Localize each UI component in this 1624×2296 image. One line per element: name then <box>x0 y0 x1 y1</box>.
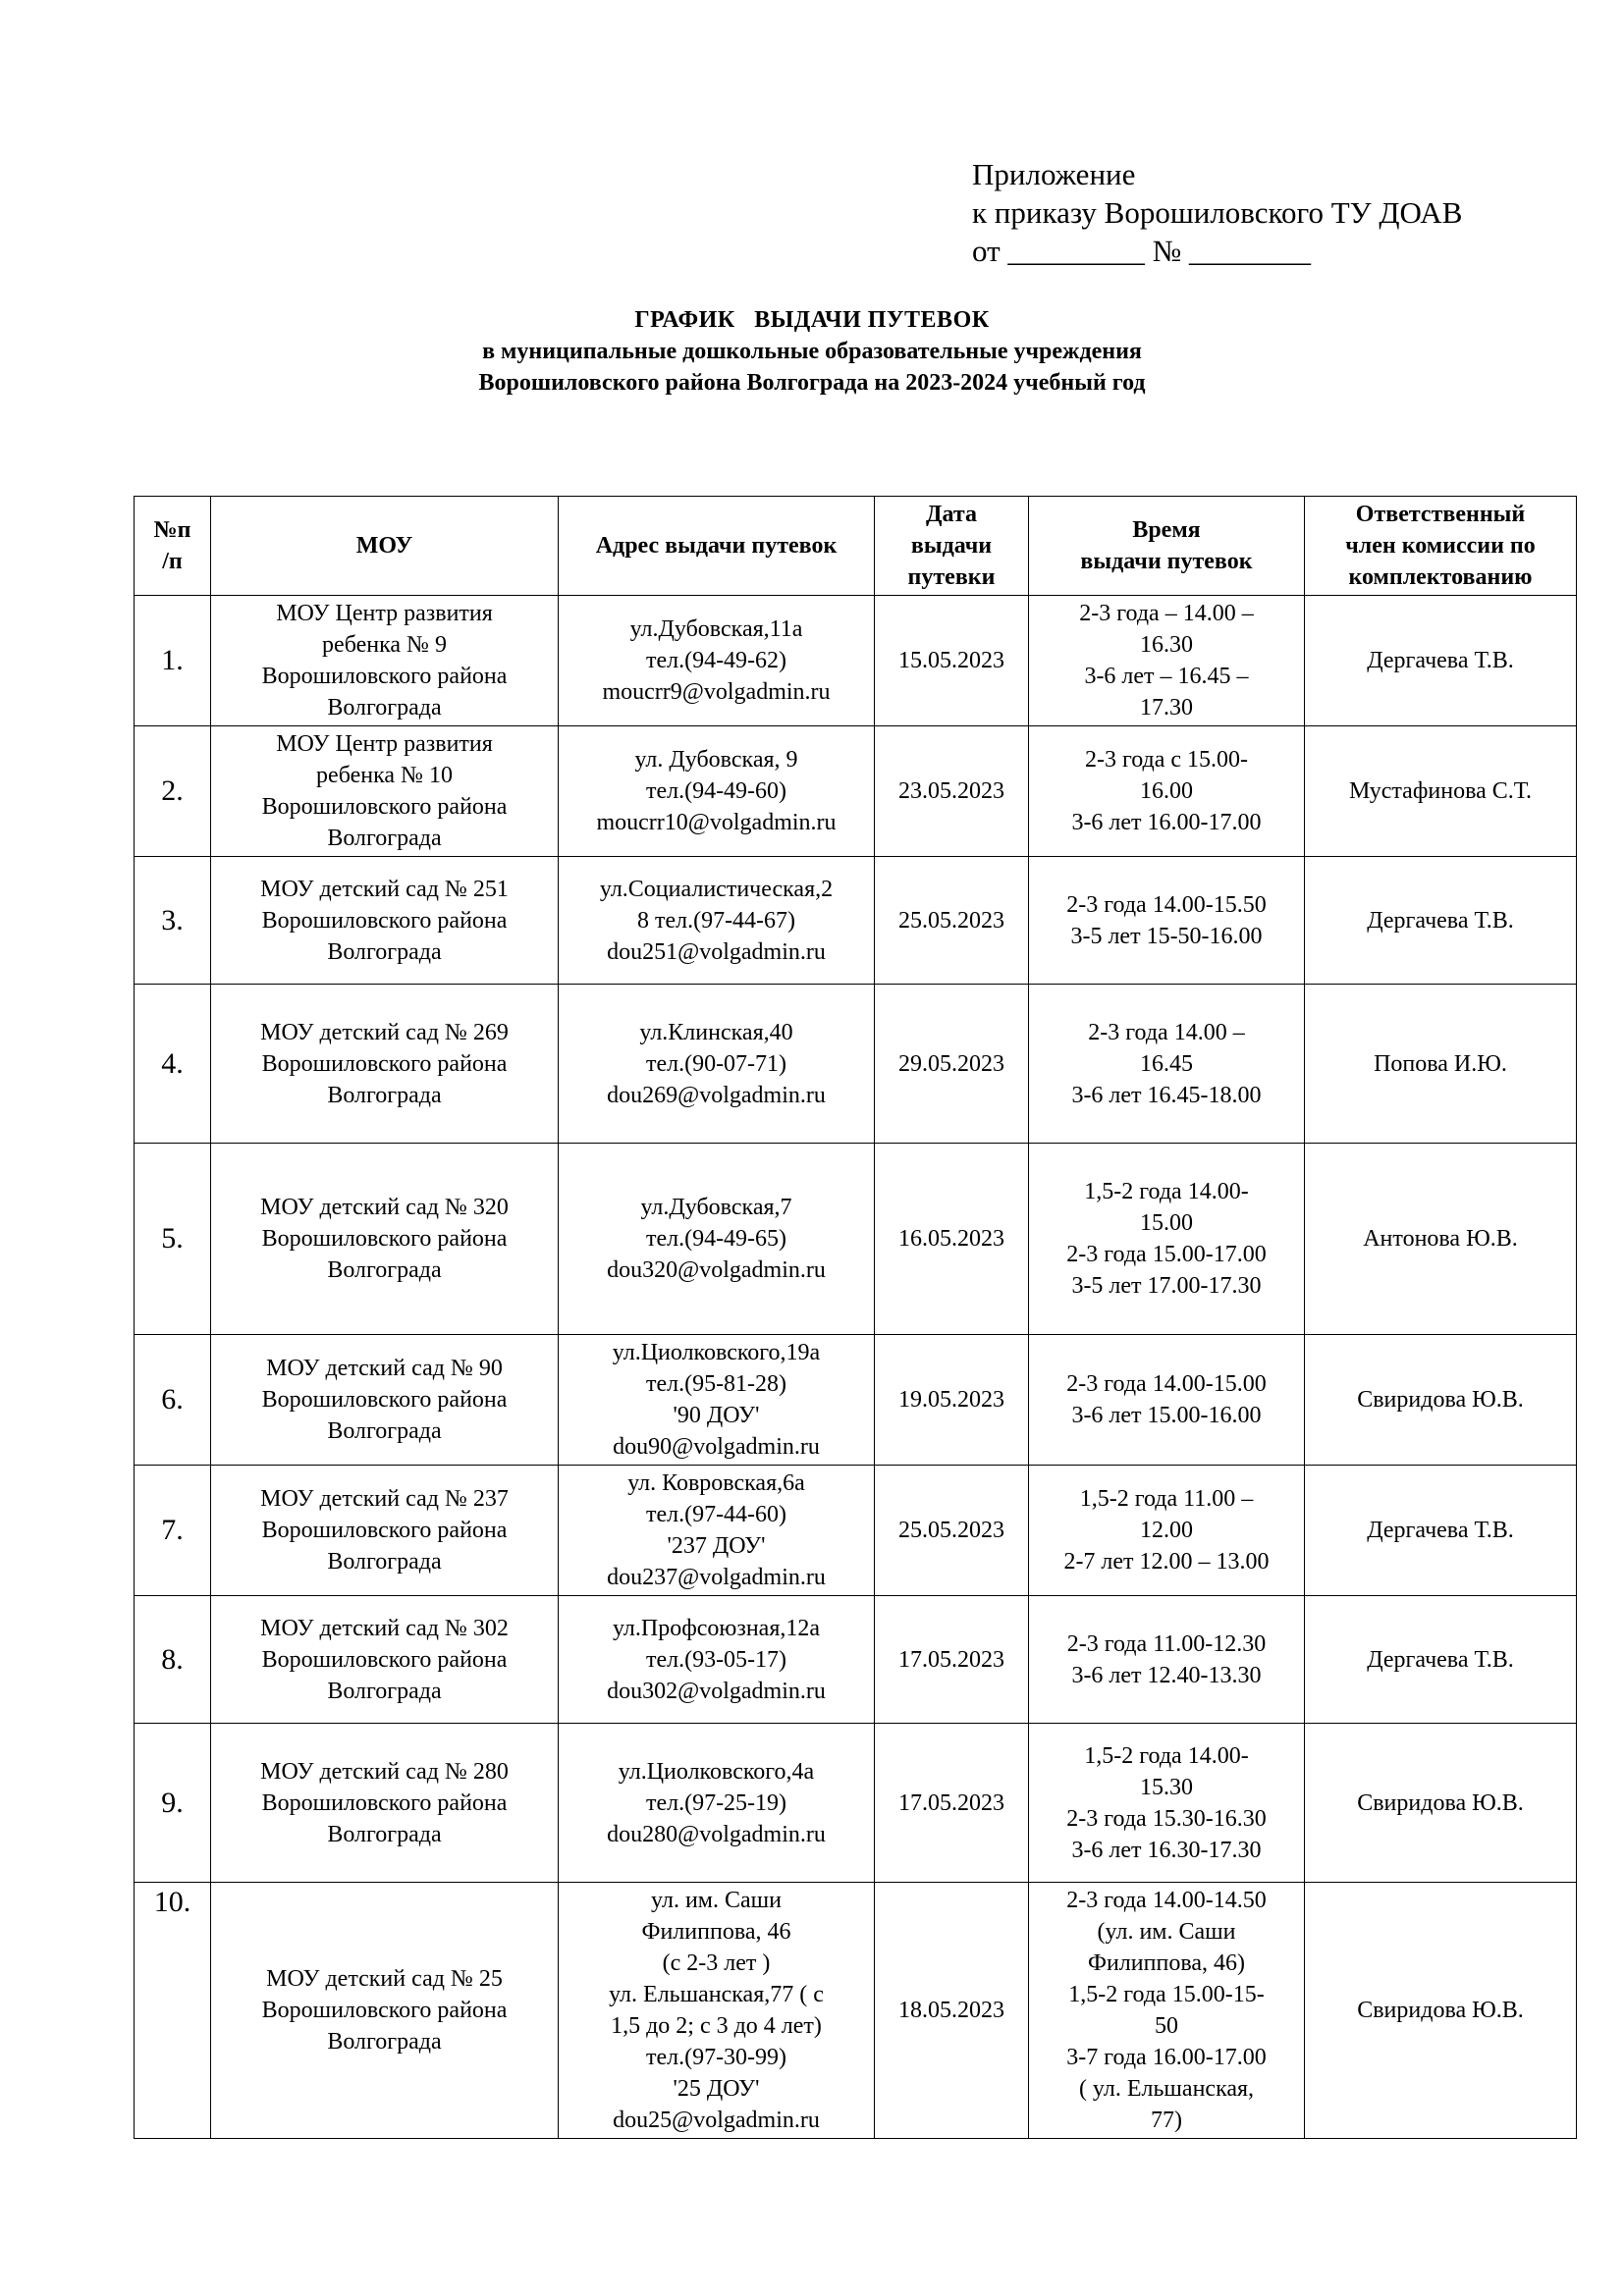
cell-time-line: 2-3 года 14.00-15.00 <box>1066 1371 1267 1397</box>
cell-address-line: '25 ДОУ' <box>673 2076 760 2102</box>
cell-responsible: Дергачева Т.В. <box>1305 857 1577 985</box>
appendix-date-number-line: от _________ № ________ <box>972 234 1311 268</box>
cell-address-line: тел.(97-30-99) <box>645 2045 787 2070</box>
cell-date: 17.05.2023 <box>875 1724 1029 1883</box>
cell-time-line: 2-3 года 15.00-17.00 <box>1066 1242 1267 1267</box>
cell-address-line: 8 тел.(97-44-67) <box>636 907 796 934</box>
cell-address-line: dou280@volgadmin.ru <box>607 1821 826 1847</box>
cell-responsible: Антонова Ю.В. <box>1305 1144 1577 1335</box>
cell-time <box>1029 726 1305 857</box>
cell-address-line: ул. им. Саши <box>651 1888 782 1913</box>
cell-time-line: (ул. им. Саши <box>1097 1919 1236 1945</box>
cell-mou-line: Волгограда <box>327 1678 442 1704</box>
cell-address-line: moucrr10@volgadmin.ru <box>596 810 837 835</box>
cell-time <box>1029 1335 1305 1466</box>
cell-address-line: '237 ДОУ' <box>667 1533 766 1559</box>
header-date-line: выдачи <box>910 533 993 559</box>
cell-time-line: ( ул. Ельшанская, <box>1078 2076 1255 2102</box>
cell-time-line: 3-6 лет – 16.45 – <box>1084 664 1249 689</box>
cell-responsible: Попова И.Ю. <box>1305 985 1577 1144</box>
cell-number: 4. <box>135 985 211 1144</box>
table-row <box>135 726 1577 857</box>
cell-time-line: Филиппова, 46) <box>1088 1950 1245 1976</box>
cell-mou-line: МОУ детский сад № 90 <box>266 1356 503 1381</box>
cell-mou-line: Ворошиловского района <box>261 1789 508 1816</box>
cell-mou-line: ребенка № 9 <box>322 632 447 658</box>
cell-responsible: Свиридова Ю.В. <box>1305 1883 1577 2139</box>
cell-mou-line: Ворошиловского района <box>261 1050 508 1077</box>
cell-mou-line: Ворошиловского района <box>261 664 508 689</box>
cell-address-line: ул. Дубовская, 9 <box>634 747 798 773</box>
cell-number: 9. <box>135 1724 211 1883</box>
appendix-order-line: к приказу Ворошиловского ТУ ДОАВ <box>972 195 1463 230</box>
appendix-line: Приложение <box>972 157 1136 191</box>
cell-address <box>559 1144 875 1335</box>
header-responsible-line: комплектованию <box>1348 564 1533 590</box>
cell-address-line: Филиппова, 46 <box>641 1919 791 1945</box>
cell-time-line: 15.30 <box>1140 1774 1193 1800</box>
cell-number: 5. <box>135 1144 211 1335</box>
cell-time <box>1029 1883 1305 2139</box>
cell-mou <box>211 1335 559 1466</box>
cell-mou-line: МОУ детский сад № 269 <box>260 1019 509 1045</box>
cell-address-line: dou269@volgadmin.ru <box>607 1082 826 1108</box>
cell-time-line: 2-3 года с 15.00- <box>1084 747 1249 773</box>
cell-address-line: тел.(97-44-60) <box>645 1502 787 1527</box>
table-row <box>135 596 1577 726</box>
cell-time <box>1029 857 1305 985</box>
cell-number: 10. <box>135 1883 211 2139</box>
header-time-line: выдачи путевок <box>1080 549 1253 574</box>
cell-mou-line: МОУ детский сад № 251 <box>260 876 509 902</box>
cell-responsible: Свиридова Ю.В. <box>1305 1335 1577 1466</box>
cell-time-line: 3-6 лет 16.30-17.30 <box>1071 1837 1262 1863</box>
cell-mou <box>211 1724 559 1883</box>
cell-mou <box>211 1466 559 1596</box>
cell-mou-line: МОУ детский сад № 302 <box>260 1615 509 1641</box>
document-title <box>0 304 1624 399</box>
cell-date: 18.05.2023 <box>875 1883 1029 2139</box>
cell-date: 29.05.2023 <box>875 985 1029 1144</box>
appendix-header <box>972 155 1462 270</box>
header-date-line: путевки <box>907 564 996 590</box>
cell-mou-line: Волгограда <box>327 695 442 721</box>
cell-date: 17.05.2023 <box>875 1596 1029 1724</box>
cell-time-line: 2-3 года 15.30-16.30 <box>1066 1805 1267 1832</box>
title-subtitle-2: Ворошиловского района Волгограда на 2023-2024 учебный год <box>478 370 1146 396</box>
header-date-line: Дата <box>926 502 977 527</box>
cell-mou-line: ребенка № 10 <box>316 763 453 788</box>
cell-time-line: 3-6 лет 16.00-17.00 <box>1071 810 1262 835</box>
cell-mou <box>211 1883 559 2139</box>
table-row <box>135 1144 1577 1335</box>
cell-date: 25.05.2023 <box>875 1466 1029 1596</box>
cell-address <box>559 1335 875 1466</box>
cell-address-line: dou302@volgadmin.ru <box>607 1678 826 1704</box>
title-subtitle-1: в муниципальные дошкольные образовательные учреждения <box>482 339 1142 364</box>
cell-mou-line: Ворошиловского района <box>261 794 508 820</box>
table-row <box>135 1466 1577 1596</box>
cell-mou-line: Ворошиловского района <box>261 1387 508 1413</box>
cell-mou-line: Волгограда <box>327 2029 442 2055</box>
cell-address-line: тел.(94-49-62) <box>645 648 787 673</box>
cell-address-line: тел.(97-25-19) <box>645 1789 787 1816</box>
cell-time-line: 77) <box>1151 2108 1182 2133</box>
cell-address <box>559 985 875 1144</box>
cell-address-line: тел.(93-05-17) <box>645 1646 787 1673</box>
cell-address-line: dou320@volgadmin.ru <box>607 1257 826 1283</box>
cell-time-line: 16.00 <box>1140 778 1193 804</box>
cell-date: 25.05.2023 <box>875 857 1029 985</box>
cell-time-line: 1,5-2 года 14.00- <box>1084 1179 1249 1204</box>
cell-time <box>1029 596 1305 726</box>
cell-mou-line: Волгограда <box>327 826 442 851</box>
table-row <box>135 1596 1577 1724</box>
cell-mou-line: Волгограда <box>327 1418 442 1444</box>
cell-time <box>1029 1144 1305 1335</box>
cell-address <box>559 1724 875 1883</box>
cell-time-line: 16.45 <box>1140 1050 1193 1077</box>
cell-responsible: Свиридова Ю.В. <box>1305 1724 1577 1883</box>
cell-date: 23.05.2023 <box>875 726 1029 857</box>
cell-time-line: 2-3 года – 14.00 – <box>1079 601 1254 626</box>
cell-time-line: 2-3 года 14.00-14.50 <box>1066 1888 1267 1913</box>
cell-time-line: 2-7 лет 12.00 – 13.00 <box>1063 1549 1270 1575</box>
cell-mou-line: Ворошиловского района <box>261 1646 508 1673</box>
cell-time <box>1029 1724 1305 1883</box>
cell-address-line: ул.Циолковского,19а <box>612 1340 821 1365</box>
cell-address <box>559 596 875 726</box>
header-date <box>875 497 1029 596</box>
header-num <box>135 497 211 596</box>
header-address: Адрес выдачи путевок <box>559 497 875 596</box>
cell-date: 16.05.2023 <box>875 1144 1029 1335</box>
cell-time-line: 3-6 лет 15.00-16.00 <box>1071 1403 1262 1428</box>
cell-time <box>1029 985 1305 1144</box>
header-time <box>1029 497 1305 596</box>
cell-date: 15.05.2023 <box>875 596 1029 726</box>
cell-responsible: Дергачева Т.В. <box>1305 1596 1577 1724</box>
table-row <box>135 857 1577 985</box>
table-row <box>135 1335 1577 1466</box>
cell-number: 1. <box>135 596 211 726</box>
cell-number: 2. <box>135 726 211 857</box>
header-mou: МОУ <box>211 497 559 596</box>
cell-mou-line: Волгограда <box>327 1082 442 1108</box>
cell-mou-line: МОУ детский сад № 280 <box>260 1758 509 1785</box>
cell-address <box>559 857 875 985</box>
cell-time-line: 16.30 <box>1140 632 1193 658</box>
cell-time-line: 3-7 года 16.00-17.00 <box>1066 2045 1267 2070</box>
cell-number: 3. <box>135 857 211 985</box>
cell-address-line: ул.Профсоюзная,12а <box>612 1615 821 1641</box>
cell-mou <box>211 1596 559 1724</box>
cell-address-line: dou90@volgadmin.ru <box>613 1434 820 1460</box>
header-num-line: №п <box>153 517 191 543</box>
table-row <box>135 985 1577 1144</box>
cell-mou-line: Волгограда <box>327 1821 442 1847</box>
cell-address-line: тел.(95-81-28) <box>645 1371 787 1397</box>
cell-number: 6. <box>135 1335 211 1466</box>
cell-time-line: 1,5-2 года 14.00- <box>1084 1742 1249 1769</box>
cell-address-line: '90 ДОУ' <box>673 1403 760 1428</box>
header-responsible-line: Ответственный <box>1355 502 1526 527</box>
cell-mou-line: МОУ Центр развития <box>276 731 493 757</box>
cell-time-line: 17.30 <box>1140 695 1193 721</box>
cell-address-line: dou237@volgadmin.ru <box>607 1565 826 1590</box>
header-time-line: Время <box>1132 517 1201 543</box>
cell-mou-line: Ворошиловского района <box>261 1998 508 2023</box>
cell-mou-line: Волгограда <box>327 1257 442 1283</box>
schedule-table <box>134 496 1577 2139</box>
cell-address-line: 1,5 до 2; с 3 до 4 лет) <box>611 2013 822 2039</box>
table-header-row <box>135 497 1577 596</box>
cell-time <box>1029 1596 1305 1724</box>
cell-address <box>559 1883 875 2139</box>
cell-responsible: Дергачева Т.В. <box>1305 596 1577 726</box>
cell-mou-line: Ворошиловского района <box>261 1226 508 1252</box>
cell-mou-line: Волгограда <box>327 938 442 965</box>
cell-address-line: тел.(94-49-65) <box>645 1226 787 1252</box>
cell-address-line: ул.Дубовская,7 <box>640 1195 792 1220</box>
cell-address-line: тел.(90-07-71) <box>645 1050 787 1077</box>
cell-time-line: 2-3 года 11.00-12.30 <box>1066 1630 1267 1657</box>
cell-number: 8. <box>135 1596 211 1724</box>
cell-mou <box>211 596 559 726</box>
cell-address-line: ул.Социалистическая,2 <box>599 876 834 902</box>
cell-time-line: 15.00 <box>1140 1210 1193 1236</box>
cell-address-line: ул. Ковровская,6а <box>627 1470 805 1496</box>
cell-time-line: 3-5 лет 17.00-17.30 <box>1071 1273 1262 1299</box>
cell-address-line: dou251@volgadmin.ru <box>607 938 826 965</box>
cell-responsible: Мустафинова С.Т. <box>1305 726 1577 857</box>
cell-address <box>559 726 875 857</box>
header-num-line: /п <box>162 549 183 574</box>
cell-mou <box>211 857 559 985</box>
cell-time-line: 50 <box>1155 2013 1178 2039</box>
cell-address-line: ул.Клинская,40 <box>639 1019 793 1045</box>
cell-time-line: 1,5-2 года 11.00 – <box>1079 1486 1254 1512</box>
cell-time-line: 12.00 <box>1140 1518 1193 1543</box>
cell-mou <box>211 985 559 1144</box>
cell-address <box>559 1596 875 1724</box>
cell-mou-line: МОУ детский сад № 25 <box>266 1966 503 1992</box>
cell-mou-line: Ворошиловского района <box>261 907 508 934</box>
title-main: ГРАФИК ВЫДАЧИ ПУТЕВОК <box>634 307 990 333</box>
cell-time-line: 2-3 года 14.00 – <box>1088 1019 1245 1045</box>
cell-address-line: ул.Дубовская,11а <box>629 616 803 642</box>
cell-date: 19.05.2023 <box>875 1335 1029 1466</box>
cell-time <box>1029 1466 1305 1596</box>
cell-address-line: dou25@volgadmin.ru <box>613 2108 820 2133</box>
cell-mou-line: МОУ детский сад № 320 <box>260 1195 509 1220</box>
cell-address-line: ул. Ельшанская,77 ( с <box>609 1982 824 2007</box>
cell-address <box>559 1466 875 1596</box>
cell-mou <box>211 1144 559 1335</box>
cell-mou-line: МОУ детский сад № 237 <box>260 1486 509 1512</box>
cell-mou-line: Волгограда <box>327 1549 442 1575</box>
cell-mou-line: МОУ Центр развития <box>276 601 493 626</box>
table-row <box>135 1724 1577 1883</box>
cell-number: 7. <box>135 1466 211 1596</box>
table-row <box>135 1883 1577 2139</box>
cell-address-line: ул.Циолковского,4а <box>618 1758 815 1785</box>
cell-address-line: тел.(94-49-60) <box>645 778 787 804</box>
cell-address-line: (с 2-3 лет ) <box>662 1950 771 1976</box>
header-responsible-line: член комиссии по <box>1345 533 1536 559</box>
cell-time-line: 1,5-2 года 15.00-15- <box>1068 1982 1265 2007</box>
cell-mou <box>211 726 559 857</box>
cell-time-line: 2-3 года 14.00-15.50 <box>1066 891 1267 918</box>
cell-mou-line: Ворошиловского района <box>261 1518 508 1543</box>
cell-time-line: 3-6 лет 12.40-13.30 <box>1071 1662 1262 1688</box>
cell-time-line: 3-5 лет 15-50-16.00 <box>1070 923 1263 949</box>
cell-address-line: moucrr9@volgadmin.ru <box>602 679 831 705</box>
header-responsible <box>1305 497 1577 596</box>
cell-responsible: Дергачева Т.В. <box>1305 1466 1577 1596</box>
cell-time-line: 3-6 лет 16.45-18.00 <box>1071 1082 1262 1108</box>
